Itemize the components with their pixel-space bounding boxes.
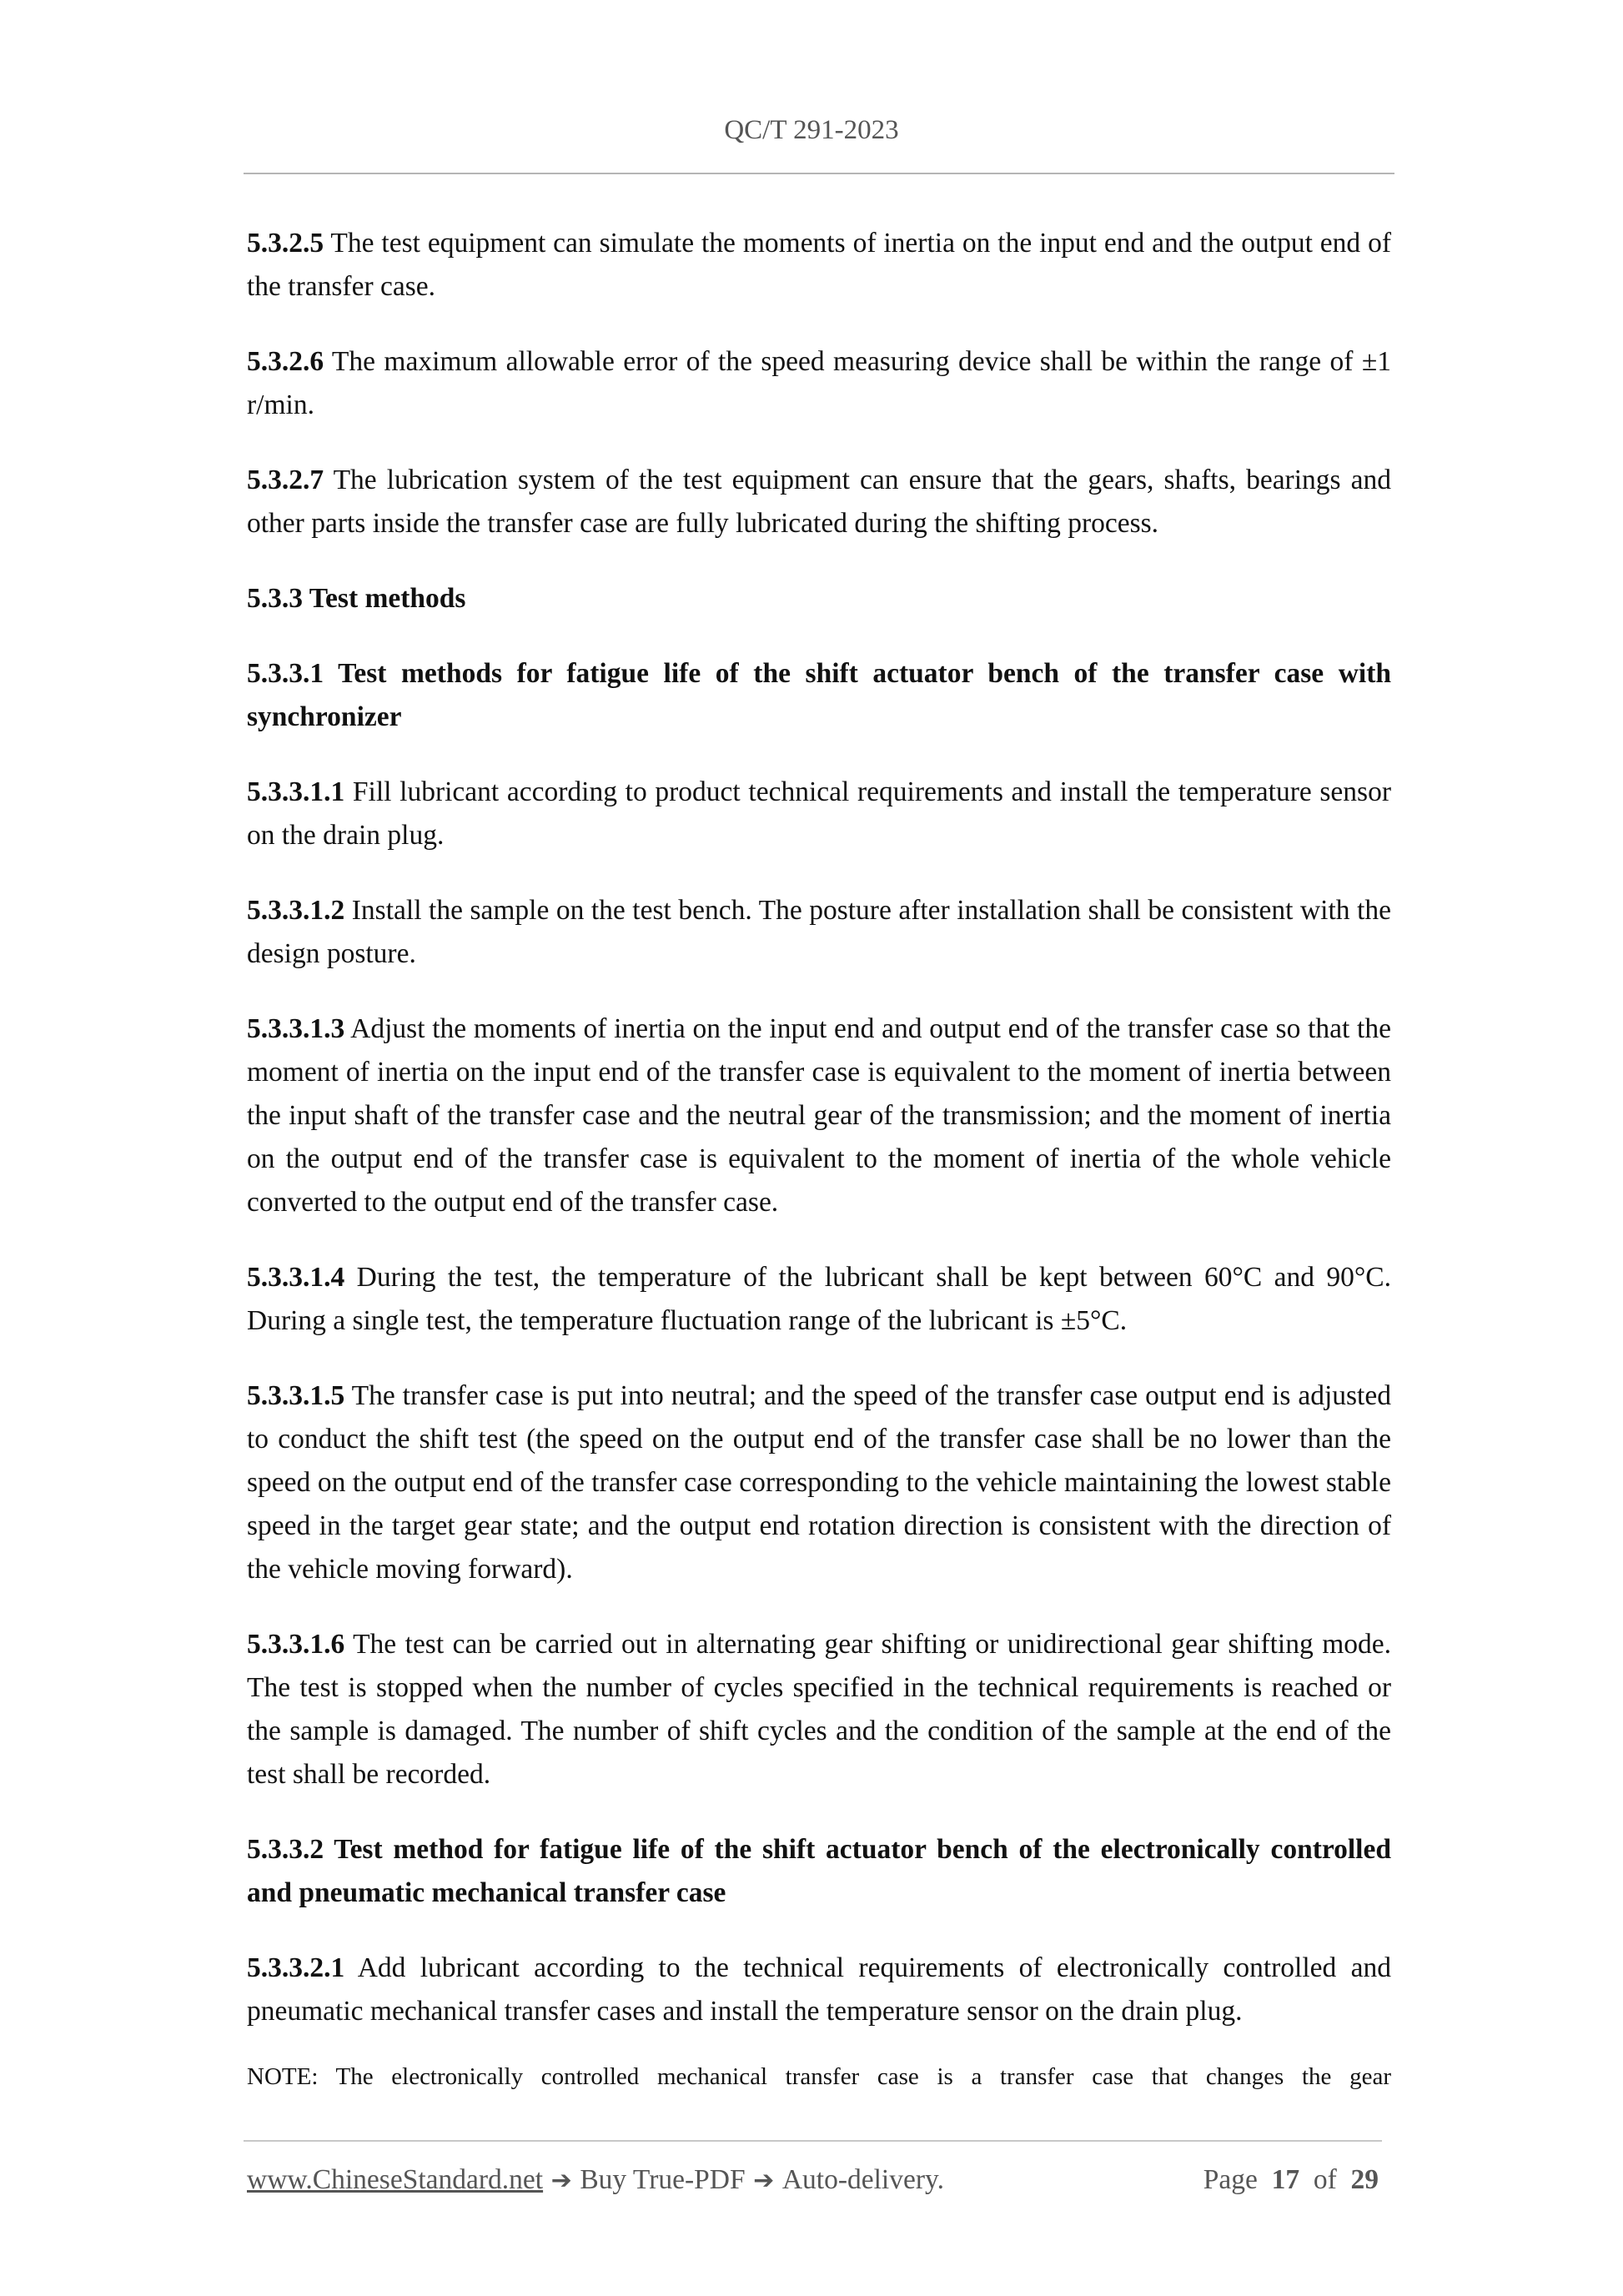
clause-number: 5.3.2.6 — [247, 346, 324, 377]
clause-5-3-3-1-3 — [247, 1007, 1391, 1224]
arrow-right-icon: ➔ — [543, 2166, 580, 2195]
note-text: NOTE: The electronically controlled mechanical transfer case is a transfer case that changes the gear — [247, 2063, 1391, 2090]
page-header-title: QC/T 291-2023 — [724, 115, 899, 145]
clause-5-3-2-5 — [247, 222, 1391, 309]
of-label: of — [1313, 2164, 1337, 2195]
total-pages-number: 29 — [1350, 2164, 1379, 2195]
header-divider — [244, 173, 1394, 174]
clause-text: Fill lubricant according to product technical requirements and install the temperature sensor on the drain plug. — [247, 776, 1391, 851]
clause-text: Add lubricant according to the technical requirements of electronically controlled and pneumatic mechanical transfer cases and install the temperature sensor on the drain plug. — [247, 1952, 1391, 2027]
clause-number: 5.3.3.1.4 — [247, 1262, 345, 1293]
clause-number: 5.3.3.1.2 — [247, 895, 345, 926]
clause-5-3-3-1-2 — [247, 889, 1391, 976]
clause-text: During the test, the temperature of the lubricant shall be kept between 60°C and 90°C. During a single test, the temperature fluctuation range of the lubricant is ±5°C. — [247, 1262, 1391, 1336]
clause-5-3-3-1-5 — [247, 1374, 1391, 1591]
clause-5-3-2-7 — [247, 459, 1391, 545]
current-page-number: 17 — [1271, 2164, 1300, 2195]
clause-text: Adjust the moments of inertia on the input end and output end of the transfer case so that the moment of inertia on the input end of the transfer case is equivalent to the moment of inertia between the input shaft of the transfer case and the neutral gear of the transmission; and the moment of inertia on the output end of the transfer case is equivalent to the moment of inertia of the whole vehicle converted to the output end of the transfer case. — [247, 1013, 1391, 1218]
clause-text: The test can be carried out in alternating gear shifting or unidirectional gear shifting mode. The test is stopped when the number of cycles specified in the technical requirements is reached or the sample is damaged. The number of shift cycles and the condition of the sample at the end of the test shall be recorded. — [247, 1629, 1391, 1790]
footer-divider — [244, 2140, 1382, 2142]
clause-text: The test equipment can simulate the moments of inertia on the input end and the output end of the transfer case. — [247, 228, 1391, 302]
delivery-text: Auto-delivery. — [781, 2164, 944, 2195]
clause-text: The maximum allowable error of the speed measuring device shall be within the range of ±1 r/min. — [247, 346, 1391, 420]
section-heading-5-3-3: 5.3.3 Test methods — [247, 583, 466, 614]
clause-text: Install the sample on the test bench. The posture after installation shall be consistent with the design posture. — [247, 895, 1391, 969]
clause-number: 5.3.3.1.1 — [247, 776, 345, 807]
clause-5-3-2-6 — [247, 340, 1391, 427]
clause-text: The lubrication system of the test equipment can ensure that the gears, shafts, bearings and other parts inside the transfer case are fully lubricated during the shifting process. — [247, 465, 1391, 539]
clause-number: 5.3.2.5 — [247, 228, 324, 259]
clause-5-3-3-2-1 — [247, 1947, 1391, 2033]
clause-number: 5.3.2.7 — [247, 465, 324, 495]
footer-promo — [247, 2164, 944, 2196]
clause-number: 5.3.3.1.5 — [247, 1380, 345, 1411]
arrow-right-icon: ➔ — [745, 2166, 782, 2195]
clause-5-3-3-1-1 — [247, 771, 1391, 857]
buy-pdf-text: Buy True-PDF — [580, 2164, 746, 2195]
page-indicator — [1203, 2164, 1379, 2196]
section-heading-5-3-3-1: 5.3.3.1 Test methods for fatigue life of the shift actuator bench of the transfer case with synchronizer — [247, 658, 1391, 732]
document-body — [247, 222, 1391, 2095]
clause-number: 5.3.3.1.6 — [247, 1629, 345, 1660]
section-heading-5-3-3-2: 5.3.3.2 Test method for fatigue life of the shift actuator bench of the electronically controlled and pneumatic mechanical transfer case — [247, 1834, 1391, 1908]
clause-5-3-3-1-6 — [247, 1623, 1391, 1796]
clause-number: 5.3.3.1.3 — [247, 1013, 345, 1044]
clause-text: The transfer case is put into neutral; and the speed of the transfer case output end is adjusted to conduct the shift test (the speed on the output end of the transfer case shall be no lower than the speed on the output end of the transfer case corresponding to the vehicle maintaining the lowest stable speed in the target gear state; and the output end rotation direction is consistent with the direction of the vehicle moving forward). — [247, 1380, 1391, 1585]
clause-5-3-3-1-4 — [247, 1256, 1391, 1343]
website-link[interactable]: www.ChineseStandard.net — [247, 2164, 544, 2195]
clause-number: 5.3.3.2.1 — [247, 1952, 345, 1983]
page-label: Page — [1203, 2164, 1258, 2195]
